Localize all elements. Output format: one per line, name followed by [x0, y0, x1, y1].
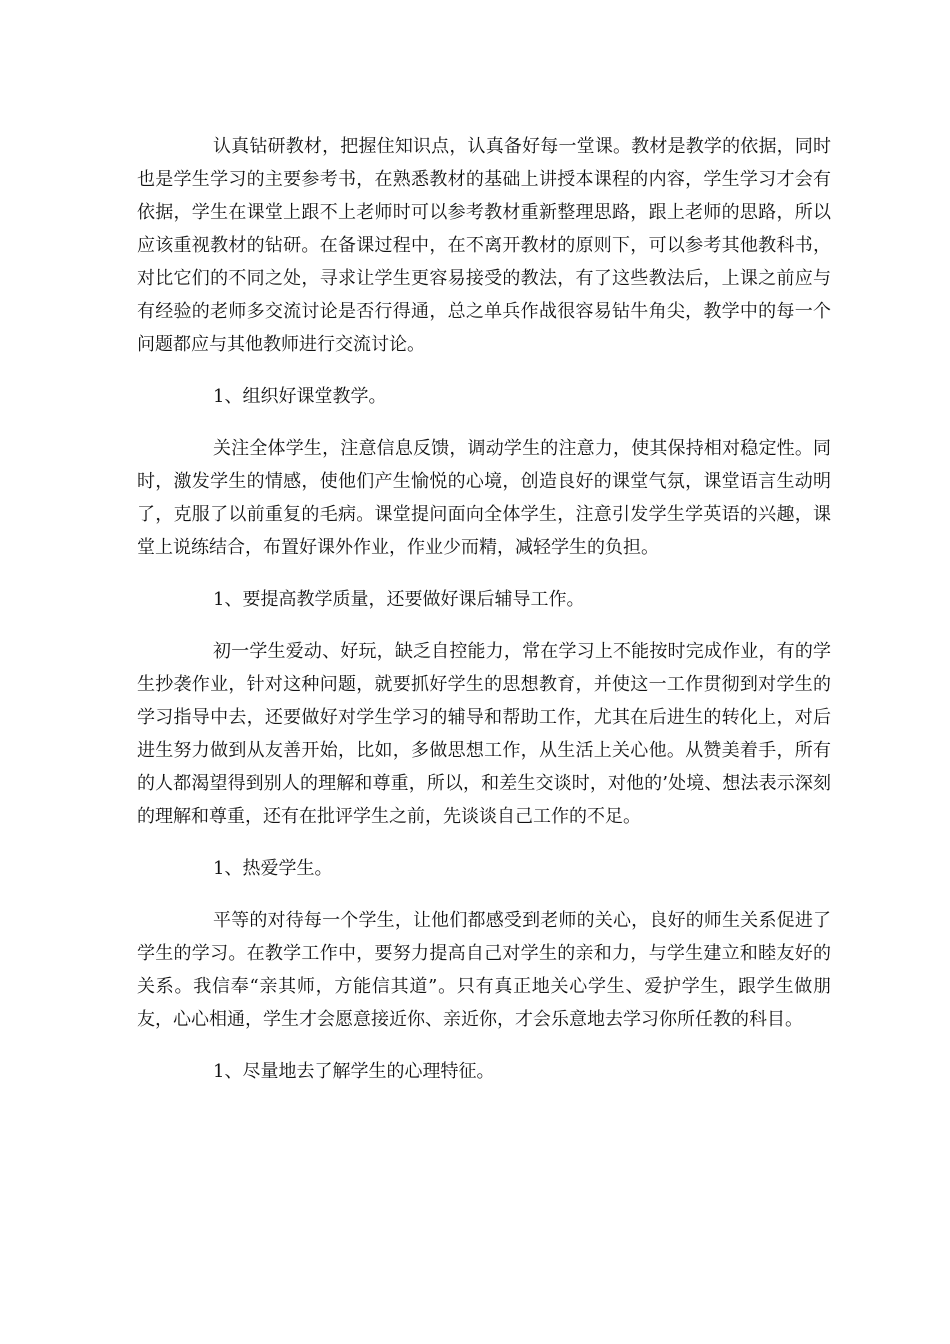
document-body: [137, 130, 831, 1088]
paragraph-love-students: 平等的对待每一个学生，让他们都感受到老师的关心，良好的师生关系促进了学生的学习。在教学工作中，要努力提高自己对学生的亲和力，与学生建立和睦友好的关系。我信奉“亲其师，方能信其道”。只有真正地关心学生、爱护学生，跟学生做朋友，心心相通，学生才会愿意接近你、亲近你，才会乐意地去学习你所任教的科目。: [137, 910, 831, 1030]
paragraph-textbook-study: 认真钻研教材，把握住知识点，认真备好每一堂课。教材是教学的依据，同时也是学生学习的主要参考书，在熟悉教材的基础上讲授本课程的内容，学生学习才会有依据，学生在课堂上跟不上老师时可以参考教材重新整理思路，跟上老师的思路，所以应该重视教材的钻研。在备课过程中，在不离开教材的原则下，可以参考其他教科书，对比它们的不同之处，寻求让学生更容易接受的教法，有了这些教法后，上课之前应与有经验的老师多交流讨论是否行得通，总之单兵作战很容易钻牛角尖，教学中的每一个问题都应与其他教师进行交流讨论。: [137, 136, 831, 355]
paragraph-classroom-organization: 关注全体学生，注意信息反馈，调动学生的注意力，使其保持相对稳定性。同时，激发学生的情感，使他们产生愉悦的心境，创造良好的课堂气氛，课堂语言生动明了，克服了以前重复的毛病。课堂提问面向全体学生，注意引发学生学英语的兴趣，课堂上说练结合，布置好课外作业，作业少而精，减轻学生的负担。: [137, 438, 831, 558]
paragraph-after-class-tutoring: 初一学生爱动、好玩，缺乏自控能力，常在学习上不能按时完成作业，有的学生抄袭作业，针对这种问题，就要抓好学生的思想教育，并使这一工作贯彻到对学生的学习指导中去，还要做好对学生学习的辅导和帮助工作，尤其在后进生的转化上，对后进生努力做到从友善开始，比如，多做思想工作，从生活上关心他。从赞美着手，所有的人都渴望得到别人的理解和尊重，所以，和差生交谈时，对他的’处境、想法表示深刻的理解和尊重，还有在批评学生之前，先谈谈自己工作的不足。: [137, 641, 831, 827]
heading-after-class-tutoring: 1、要提高教学质量，还要做好课后辅导工作。: [213, 589, 585, 610]
heading-student-psychology: 1、尽量地去了解学生的心理特征。: [213, 1061, 495, 1082]
heading-love-students: 1、热爱学生。: [213, 858, 333, 879]
heading-classroom-organization: 1、组织好课堂教学。: [213, 386, 387, 407]
